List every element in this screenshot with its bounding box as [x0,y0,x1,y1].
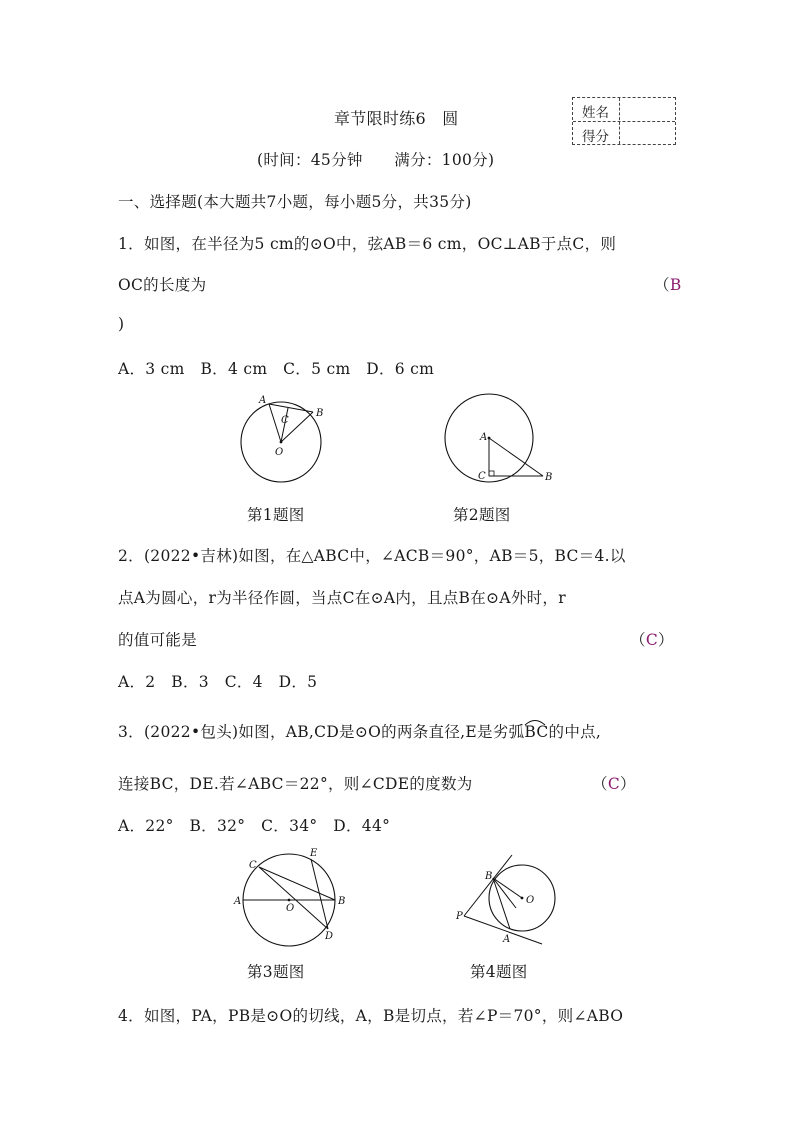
fig2-label-c: C [478,471,486,482]
q3-arc-label: BC [524,723,549,741]
q2-line1: 2．(2022•吉林)如图，在△ABC中，∠ACB＝90°，AB＝5，BC＝4.以 [118,547,626,565]
box-divider [619,98,620,144]
fig3-label-c: C [249,860,257,871]
fig4-label-p: P [456,911,463,922]
q3-arc [524,723,548,741]
q2-line2: 点A为圆心，r为半径作圆，当点C在⊙A内，且点B在⊙A外时，r [118,589,566,607]
fig1-label-o: O [275,447,284,458]
name-row [573,98,675,122]
fig3-label-e: E [310,848,318,859]
fig3-label-d: D [325,931,334,942]
fig3-caption: 第3题图 [247,963,305,981]
q1-options: A．3 cm B．4 cm C．5 cm D．6 cm [118,360,435,378]
fig1-caption: 第1题图 [247,506,305,524]
fig4-label-b: B [485,871,493,882]
fig4-label-o: O [526,895,535,906]
fig3-label-b: B [338,896,346,907]
figure-4 [450,850,560,950]
fig4-label-a: A [503,934,511,945]
q3-line2: 连接BC，DE.若∠ABC＝22°，则∠CDE的度数为 [118,775,473,793]
name-label: 姓名 [582,105,609,121]
q3-answer [592,772,636,794]
q1-answer-letter: B [669,276,682,294]
q3-line1-source: 3．(2022•包头)如图， [118,723,286,741]
q2-line3: 的值可能是 [118,631,198,649]
q3-line1 [118,720,601,742]
q2-paren-open: （ [630,631,646,649]
q1-paren-close: ) [118,315,125,333]
q4-line1: 4．如图，PA，PB是⊙O的切线，A，B是切点，若∠P＝70°，则∠ABO [118,1007,624,1025]
q3-line1-body: AB,CD是⊙O的两条直径,E是劣弧 [285,723,525,741]
fig1-label-a: A [259,395,267,406]
page-subtitle: (时间：45分钟 满分：100分) [257,151,495,169]
fig4-caption: 第4题图 [470,963,528,981]
fig3-label-a: A [234,896,242,907]
page-title: 章节限时练6 圆 [334,109,459,128]
q1-paren-open: （ [654,276,670,294]
name-score-box [572,97,676,145]
q1-line1: 1．如图，在半径为5 cm的⊙O中，弦AB＝6 cm，OC⊥AB于点C，则 [118,235,617,253]
figure-2 [435,388,565,488]
q1-answer [654,273,682,295]
q3-paren-close: ） [619,775,636,793]
fig1-label-c: C [281,415,289,426]
figure-1 [225,390,335,490]
q3-options: A．22° B．32° C．34° D．44° [118,817,391,835]
arc-mark-icon [524,718,546,726]
score-row [573,122,675,145]
fig3-label-o: O [286,903,295,914]
q2-answer-letter: C [645,631,658,649]
q2-paren-close: ） [657,631,674,649]
figure-3 [233,845,358,947]
fig2-caption: 第2题图 [453,506,511,524]
q3-paren-open: （ [592,775,608,793]
fig2-label-a: A [480,432,488,443]
q3-line1-end: 的中点, [548,723,602,741]
q2-answer [630,628,674,650]
q2-options: A．2 B．3 C．4 D．5 [118,673,318,691]
fig1-label-b: B [316,408,324,419]
q1-line2: OC的长度为 [118,276,207,294]
q3-answer-letter: C [607,775,620,793]
score-label: 得分 [582,129,609,145]
section-heading: 一、选择题(本大题共7小题，每小题5分，共35分) [118,193,472,211]
fig2-label-b: B [545,472,553,483]
